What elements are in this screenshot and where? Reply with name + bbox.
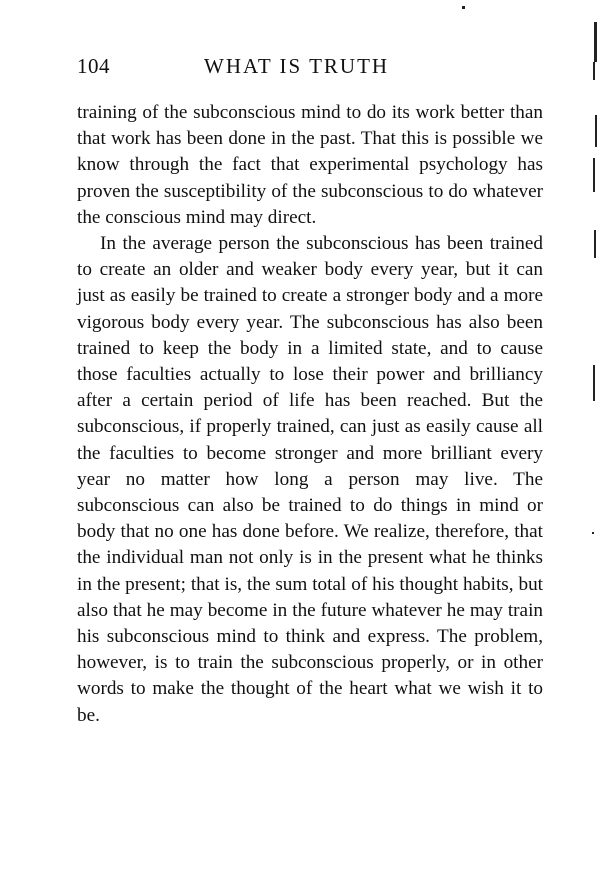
- body-text: [77, 100, 543, 729]
- scan-edge-line-6: [593, 365, 595, 401]
- paragraph-1: training of the subconscious mind to do its work better than that work has been done in the past. That this is possible we know through the fact that experimental psychology has proven the susceptibility of the subconscious to do whatever the conscious mind may direct.: [77, 102, 543, 228]
- scan-edge-line-1: [594, 22, 597, 62]
- scan-edge-line-5: [594, 230, 596, 258]
- page-header: [77, 54, 543, 84]
- scan-edge-dot: [592, 532, 594, 534]
- scan-edge-line-2: [593, 62, 595, 80]
- running-title: WHAT IS TRUTH: [204, 54, 390, 78]
- scan-edge-line-3: [595, 115, 597, 147]
- scan-edge-line-4: [593, 158, 595, 192]
- scan-mark-top: [462, 6, 465, 9]
- page-number: 104: [77, 54, 110, 78]
- paragraph-2: In the average person the subconscious has been trained to create an older and weaker body every year, but it can just as easily be trained to create a stronger body and a more vigorous body every year. The subconscious has also been trained to keep the body in a limited state, and to cause those faculties actually to lose their power and brilliancy after a certain period of life has been reached. But the subconscious, if properly trained, can just as easily cause all the faculties to become stronger and more brilliant every year no matter how long a person may live. The subconscious can also be trained to do things in mind or body that no one has done before. We realize, therefore, that the individual man not only is in the present what he thinks in the present; that is, the sum total of his thought habits, but also that he may become in the future whatever he may train his subconscious mind to think and express. The problem, however, is to train the subconscious properly, or in other words to make the thought of the heart what we wish it to be.: [77, 233, 543, 726]
